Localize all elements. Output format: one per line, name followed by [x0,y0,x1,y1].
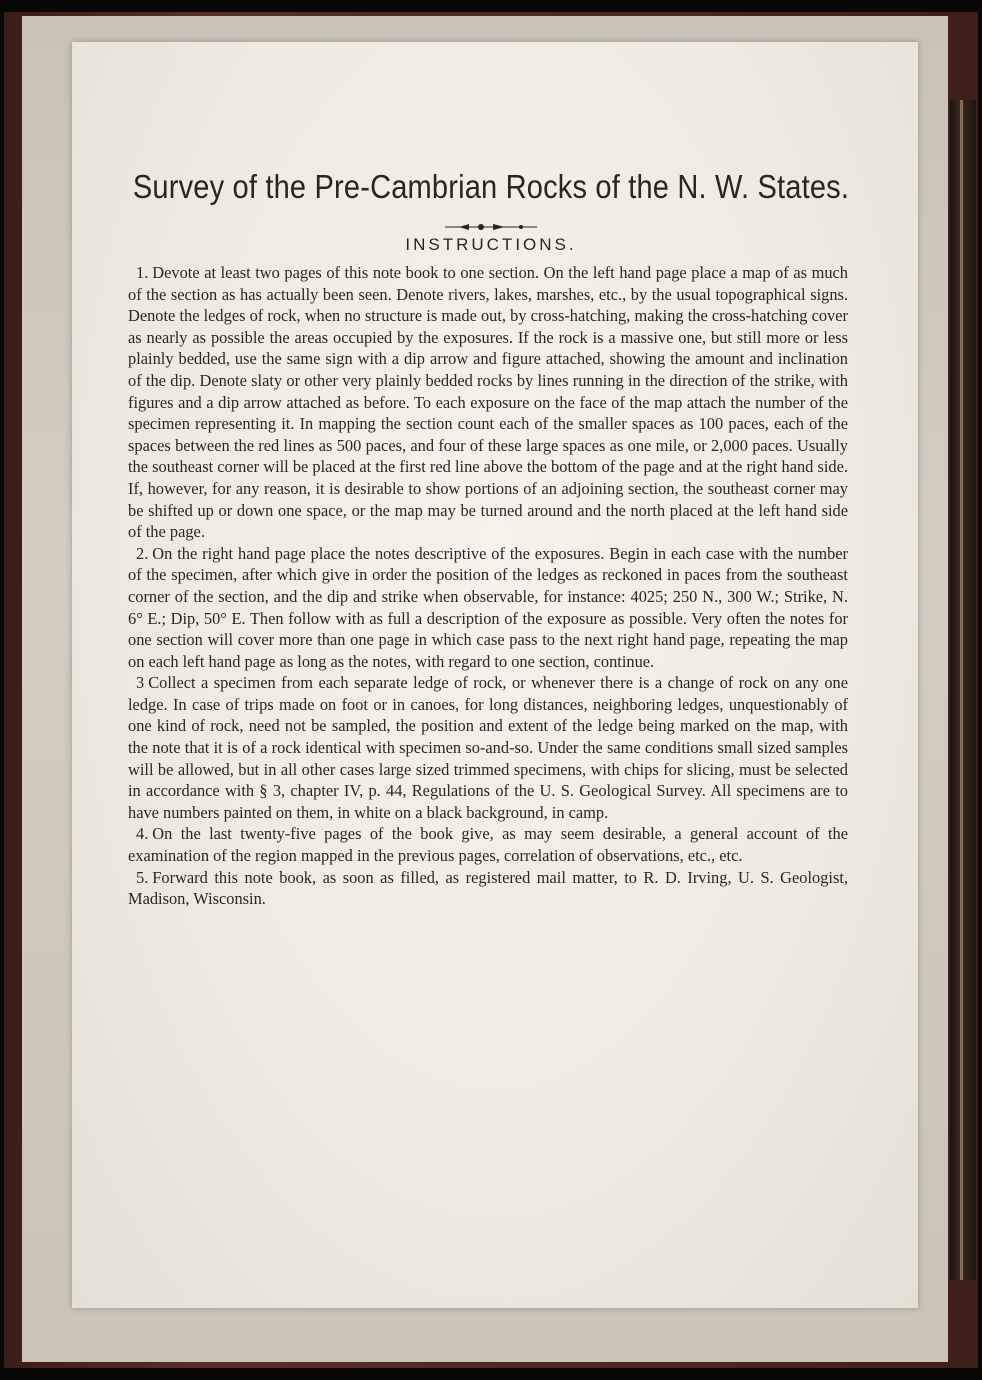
paragraph-text: On the last twenty-five pages of the book give, as may seem desirable, a general account of the examination of the region mapped in the previous pages, correlation of observations, etc., etc. [128,824,848,866]
instructions-heading: INSTRUCTIONS. [405,235,577,254]
paragraph-number: 5. [136,867,149,887]
instruction-paragraph [128,672,848,823]
page-title: Survey of the Pre-Cambrian Rocks of the N. W. States. [132,168,850,205]
paragraph-number: 2. [136,543,149,563]
paragraph-text: Forward this note book, as soon as filled, as registered mail matter, to R. D. Irving, U. S. Geologist, Madison, Wisconsin. [128,867,848,909]
instruction-paragraph [128,543,848,673]
ornament-divider [441,222,541,232]
instructions-body [128,262,848,910]
paragraph-number: 1. [136,263,149,282]
paragraph-number: 4. [136,824,149,844]
instruction-paragraph [128,262,848,543]
paragraph-text: Collect a specimen from each separate ledge of rock, or whenever there is a change of rock on any one ledge. In case of trips made on foot or in canoes, for long distances, neighboring ledges, unquestionably of one kind of rock, need not be sampled, the position and extent of the ledge being marked on the map, with the note that it is of a rock identical with specimen so-and-so. Under the same conditions small sized samples will be allowed, but in all other cases large sized trimmed specimens, with chips for slicing, must be selected in accordance with § 3, chapter IV, p. 44, Regulations of the U. S. Geological Survey. All specimens are to have numbers painted on them, in white on a black background, in camp. [128,673,848,822]
paragraph-text: On the right hand page place the notes descriptive of the exposures. Begin in each case with the number of the specimen, after which give in order the position of the ledges as reckoned in paces from the southeast corner of the section, and the dip and strike when observable, for instance: 4025; 250 N., 300 W.; Strike, N. 6° E.; Dip, 50° E. Then follow with as full a description of the exposure as possible. Very often the notes for one section will cover more than one page in which case pass to the next right hand page, repeating the map on each left hand page as long as the notes, with regard to one section, continue. [128,543,848,671]
instruction-paragraph [128,823,848,866]
paragraph-number: 3 [136,673,145,693]
instruction-paragraph [128,867,848,910]
paragraph-text: Devote at least two pages of this note book to one section. On the left hand page place a map of as much of the section as has actually been seen. Denote rivers, lakes, marshes, etc., by the usual topographical signs. Denote the ledges of rock, when no structure is made out, by cross-hatching, making the cross-hatching cover as nearly as possible the areas occupied by the exposures. If the rock is a massive one, but still more or less plainly bedded, use the same sign with a dip arrow and figure attached, showing the amount and inclination of the dip. Denote slaty or other very plainly bedded rocks by lines running in the direction of the strike, with figures and a dip arrow attached as before. To each exposure on the face of the map attach the number of the specimen representing it. In mapping the section count each of the smaller spaces as 100 paces, each of the spaces between the red lines as 500 paces, and four of these large spaces as one mile, or 2,000 paces. Usually the southeast corner will be placed at the first red line above the bottom of the page and at the right hand side. If, however, for any reason, it is desirable to show portions of an adjoining section, the southeast corner may be shifted up or down one space, or the map may be turned around and the north placed at the left hand side of the page. [128,263,848,542]
spine-binding [950,100,976,1280]
